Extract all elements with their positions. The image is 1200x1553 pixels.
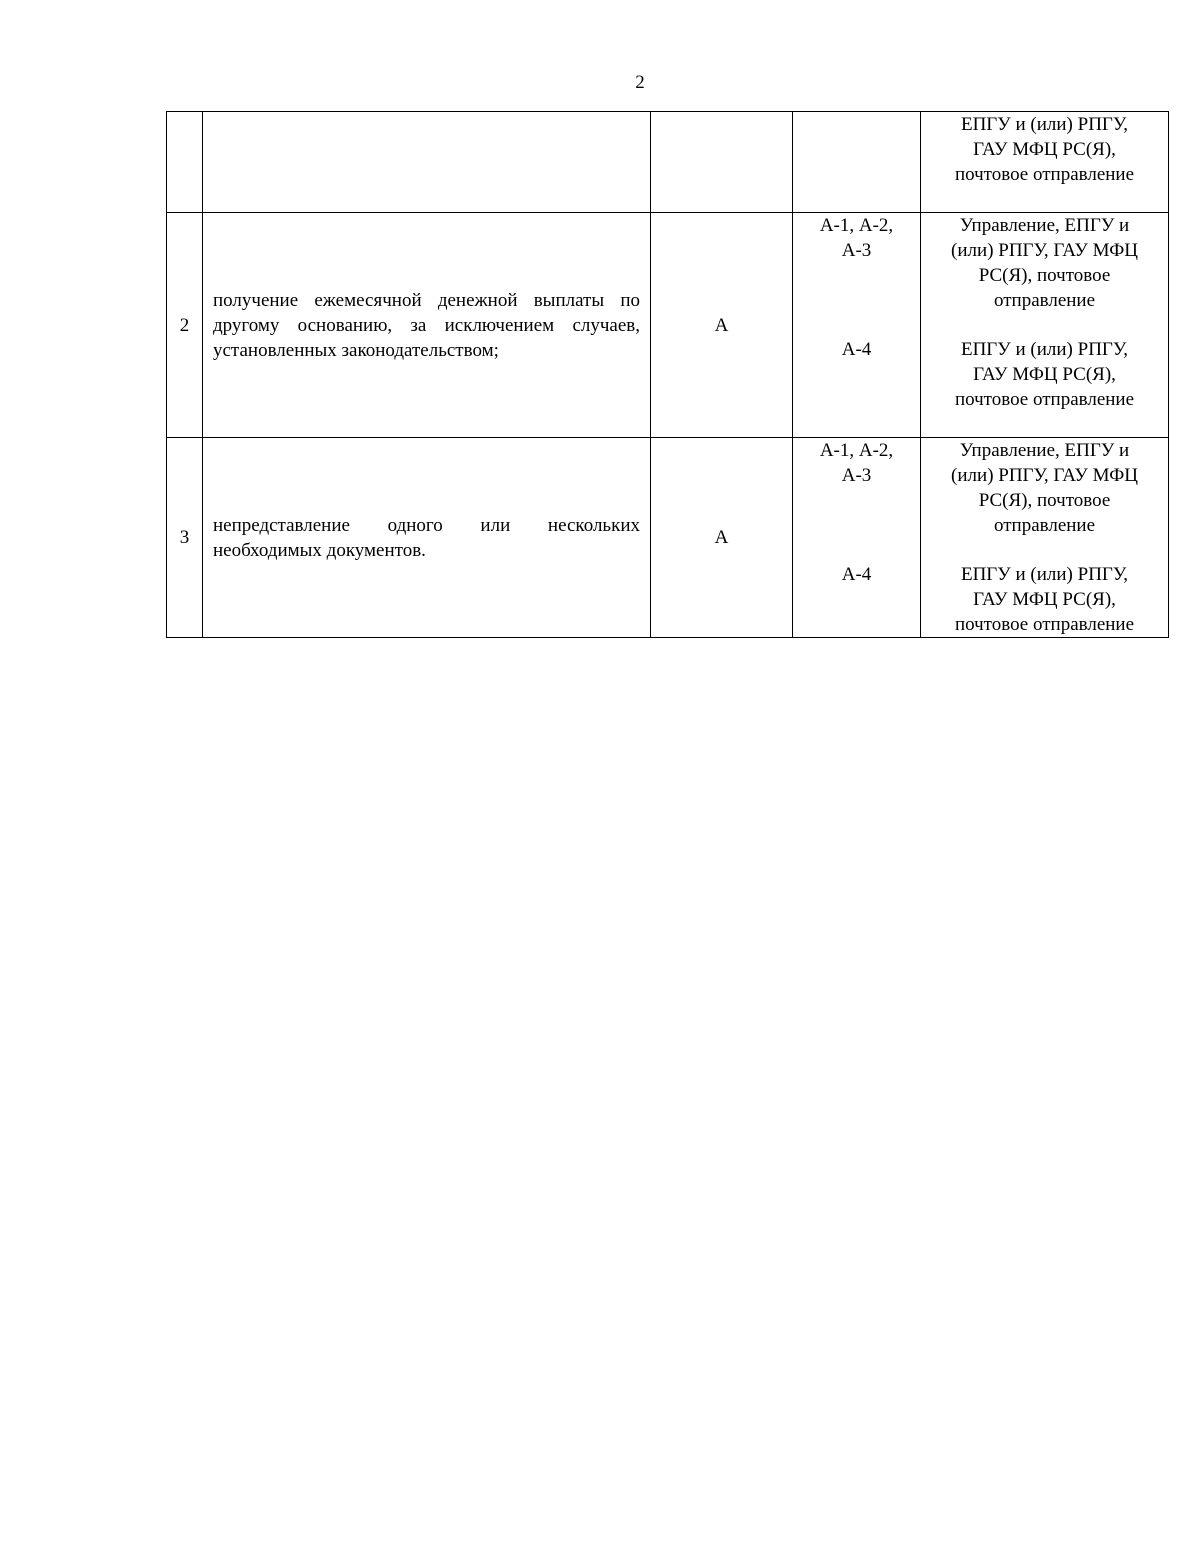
description-cell: непредставление одного или нескольких необходимых документов.: [203, 438, 651, 638]
result-cell: А: [651, 438, 793, 638]
code-cell: [793, 213, 921, 438]
page-number: 2: [635, 72, 645, 93]
code-secondary: А-4: [841, 564, 872, 585]
channel-primary: Управление, ЕПГУ и (или) РПГУ, ГАУ МФЦ РС(Я), почтовое отправление: [951, 440, 1138, 536]
row-number-cell: 2: [167, 213, 203, 438]
code-cell: [793, 438, 921, 638]
channel-cell: [921, 112, 1169, 213]
row-number-cell: 3: [167, 438, 203, 638]
table-row: [167, 112, 1169, 213]
channel-primary: Управление, ЕПГУ и (или) РПГУ, ГАУ МФЦ РС(Я), почтовое отправление: [951, 215, 1138, 311]
channel-secondary: ЕПГУ и (или) РПГУ, ГАУ МФЦ РС(Я), почтовое отправление: [954, 339, 1135, 410]
table-row: [167, 213, 1169, 438]
table-row: [167, 438, 1169, 638]
result-cell: А: [651, 213, 793, 438]
row-number-cell: [167, 112, 203, 213]
channel-cell: [921, 438, 1169, 638]
description-cell: [203, 112, 651, 213]
code-primary: А-1, А-2, А-3: [819, 440, 894, 486]
channel-text: ЕПГУ и (или) РПГУ, ГАУ МФЦ РС(Я), почтовое отправление: [954, 114, 1135, 185]
code-cell: [793, 112, 921, 213]
document-table: [166, 111, 1169, 638]
channel-cell: [921, 213, 1169, 438]
code-secondary: А-4: [841, 339, 872, 360]
description-cell: получение ежемесячной денежной выплаты по другому основанию, за исключением случаев, установленных законодательством;: [203, 213, 651, 438]
code-primary: А-1, А-2, А-3: [819, 215, 894, 261]
result-cell: [651, 112, 793, 213]
channel-secondary: ЕПГУ и (или) РПГУ, ГАУ МФЦ РС(Я), почтовое отправление: [954, 564, 1135, 635]
